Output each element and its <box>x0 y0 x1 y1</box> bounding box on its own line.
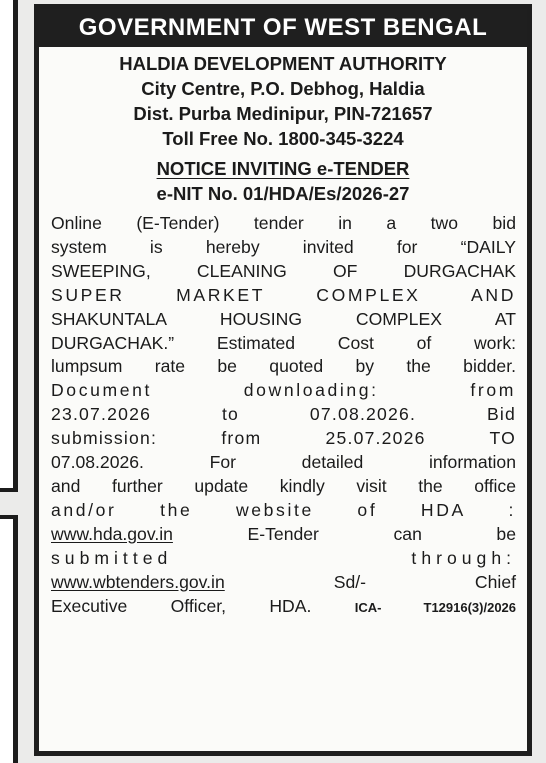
body-line: SWEEPING, CLEANING OF DURGACHAK <box>51 260 516 281</box>
ica-code: ICA- T12916(3)/2026 <box>354 599 517 615</box>
government-banner: GOVERNMENT OF WEST BENGAL <box>39 9 527 47</box>
body-line: Online (E-Tender) tender in a two bid <box>51 213 516 233</box>
authority-name: HALDIA DEVELOPMENT AUTHORITY <box>119 53 447 74</box>
body-line: SUPER MARKET COMPLEX AND <box>51 284 516 305</box>
body-line <box>51 571 516 595</box>
body-line: 07.08.2026. For detailed information <box>51 452 516 473</box>
adjacent-column-border-top <box>0 0 18 492</box>
body-line: Document downloading: from <box>51 380 516 401</box>
address-line-1: City Centre, P.O. Debhog, Haldia <box>141 78 425 99</box>
body-line-text: Sd/- Chief <box>333 571 516 592</box>
body-line <box>51 595 516 620</box>
hda-website-link[interactable]: www.hda.gov.in <box>51 523 173 544</box>
notice-title: NOTICE INVITING e-TENDER <box>156 158 410 179</box>
body-line: SHAKUNTALA HOUSING COMPLEX AT <box>51 308 516 329</box>
nit-number: e-NIT No. 01/HDA/Es/2026-27 <box>156 183 410 204</box>
tender-notice-advertisement <box>34 4 532 756</box>
body-line: and further update kindly visit the office <box>51 475 516 496</box>
body-line-text: E-Tender can be <box>247 523 517 544</box>
body-line: lumpsum rate be quoted by the bidder. <box>51 356 516 377</box>
signatory: Executive Officer, HDA. <box>51 595 312 616</box>
adjacent-column-border-bottom <box>0 515 18 763</box>
body-line: submission: from 25.07.2026 TO <box>51 428 516 449</box>
body-line: 23.07.2026 to 07.08.2026. Bid <box>51 404 516 425</box>
body-line: DURGACHAK.” Estimated Cost of work: <box>51 332 516 353</box>
wbtenders-website-link[interactable]: www.wbtenders.gov.in <box>51 571 225 592</box>
address-line-2: Dist. Purba Medinipur, PIN-721657 <box>133 103 433 124</box>
toll-free-number: Toll Free No. 1800-345-3224 <box>162 128 404 149</box>
notice-body <box>39 206 527 619</box>
body-line: system is hereby invited for “DAILY <box>51 236 516 257</box>
body-line <box>51 523 516 547</box>
body-line: and/or the website of HDA : <box>51 499 516 520</box>
body-line: submitted through: <box>51 547 516 568</box>
